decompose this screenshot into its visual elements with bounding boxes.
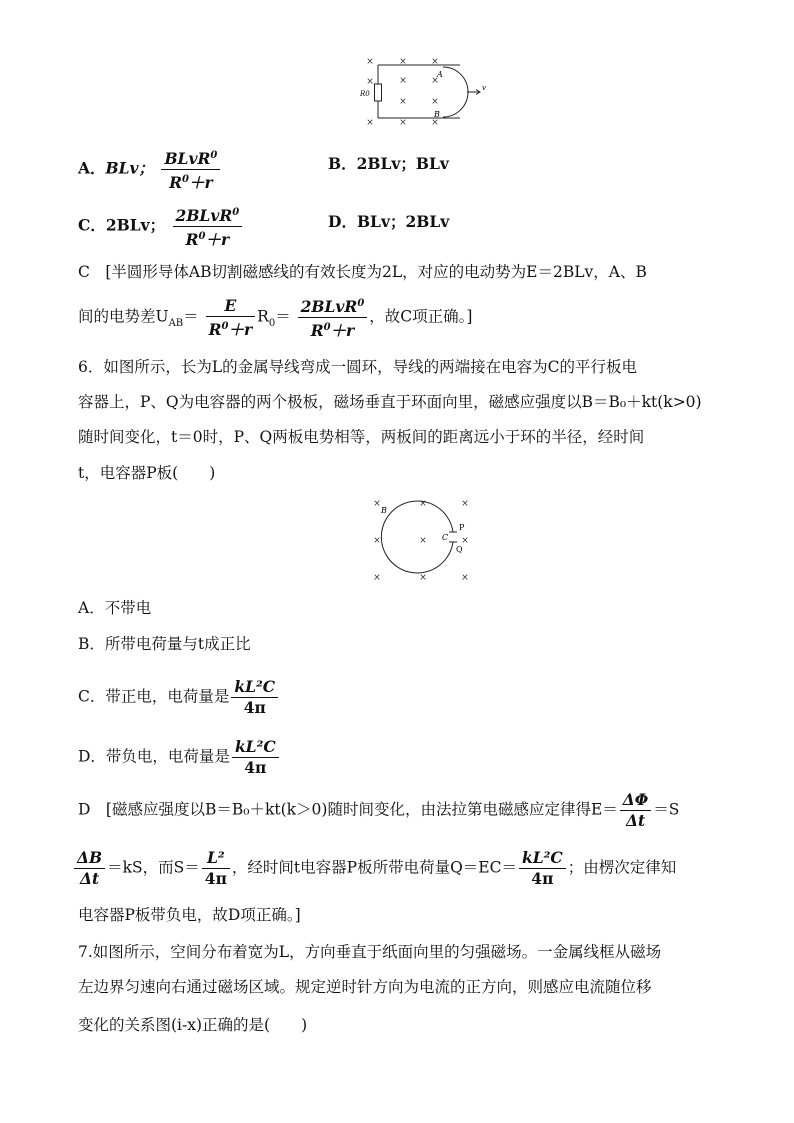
svg-text:×: × [419, 499, 427, 509]
q5-option-B: B．2BLv；BLv [328, 154, 449, 173]
q6-answer-line1: D [磁感应强度以B＝B₀＋kt(k＞0)随时间变化，由法拉第电磁感应定律得E＝ $\frac{\Delta\Phi}{\Delta t}$ ＝S [78, 790, 680, 830]
q5-option-D: D．BLv；2BLv [328, 212, 450, 231]
label-Q: Q [456, 545, 463, 554]
label-R0: R0 [360, 90, 370, 98]
q6-option-A: A．不带电 [78, 599, 152, 617]
q6-line4: t，电容器P板( ) [78, 464, 216, 482]
label-B: B [434, 110, 440, 119]
svg-text:×: × [366, 118, 374, 128]
figure-rail-circuit [358, 55, 498, 133]
q6-option-C: C．带正电，电荷量是 $\frac{\text{kL²C}}{4\pi}$ [78, 677, 280, 718]
svg-text:×: × [461, 536, 469, 546]
svg-text:×: × [431, 118, 439, 128]
label-B: B [381, 506, 387, 515]
svg-text:×: × [373, 536, 381, 546]
svg-text:×: × [399, 118, 407, 128]
svg-text:×: × [431, 76, 439, 86]
q5-option-A: A．BLv； $\frac{BLvR^0}{R^0+r}$ [78, 146, 222, 193]
q6-option-D: D．带负电，电荷量是 $\frac{\text{kL²C}}{4\pi}$ [78, 737, 281, 778]
q5-answer-line2: 间的电势差$U_{AB}=$ $\frac{E}{R^0+r}$ $R_0=$ $\frac{2BLvR^0}{R^0+r}$ ，故C项正确。] [78, 295, 473, 341]
svg-text:×: × [419, 573, 427, 583]
q6-option-B: B．所带电荷量与t成正比 [78, 635, 251, 653]
q5-answer-line1: C [半圆形导体AB切割磁感线的有效长度为2L，对应的电动势为E＝2BLv，A、B [78, 263, 647, 281]
label-P: P [459, 523, 465, 532]
q6-line3: 随时间变化，t＝0时，P、Q两板电势相等，两板间的距离远小于环的半径，经时间 [78, 428, 645, 446]
svg-text:×: × [373, 573, 381, 583]
label-v: v [482, 84, 486, 92]
svg-text:×: × [366, 77, 374, 87]
q7-line3: 变化的关系图(i-x)正确的是( ) [78, 1016, 308, 1034]
svg-text:×: × [366, 57, 374, 67]
q5-option-C: C．2BLv； $\frac{2BLvR^0}{R^0+r}$ [78, 203, 244, 250]
q7-line2: 左边界匀速向右通过磁场区域。规定逆时针方向为电流的正方向，则感应电流随位移 [78, 978, 652, 996]
q6-line1: 6．如图所示，长为L的金属导线弯成一圆环，导线的两端接在电容为C的平行板电 [78, 358, 638, 376]
svg-text:×: × [399, 97, 407, 107]
label-C: C [442, 533, 449, 542]
svg-text:×: × [431, 97, 439, 107]
q6-line2: 容器上，P、Q为电容器的两个极板，磁场垂直于环面向里，磁感应强度以B＝B₀＋kt(k>0) [78, 393, 702, 411]
label-A: A [437, 70, 443, 79]
svg-text:×: × [461, 573, 469, 583]
q6-answer-line2: $\frac{\Delta B}{\Delta t}$ ＝kS，而S＝ $\frac{\text{L²}}{4\pi}$ ，经时间t电容器P板所带电荷量Q＝EC＝ $\frac{\text{kL²C}}{4\pi}$ ；由楞次定律知 [72, 848, 676, 889]
figure-ring-capacitor [367, 496, 477, 586]
q7-line1: 7.如图所示，空间分布着宽为L，方向垂直于纸面向里的匀强磁场。一金属线框从磁场 [78, 943, 662, 961]
svg-text:×: × [373, 499, 381, 509]
svg-text:×: × [399, 57, 407, 67]
svg-text:×: × [419, 536, 427, 546]
svg-text:×: × [431, 57, 439, 67]
q6-answer-line3: 电容器P板带负电，故D项正确。] [78, 906, 301, 924]
svg-text:×: × [399, 76, 407, 86]
svg-text:×: × [461, 499, 469, 509]
